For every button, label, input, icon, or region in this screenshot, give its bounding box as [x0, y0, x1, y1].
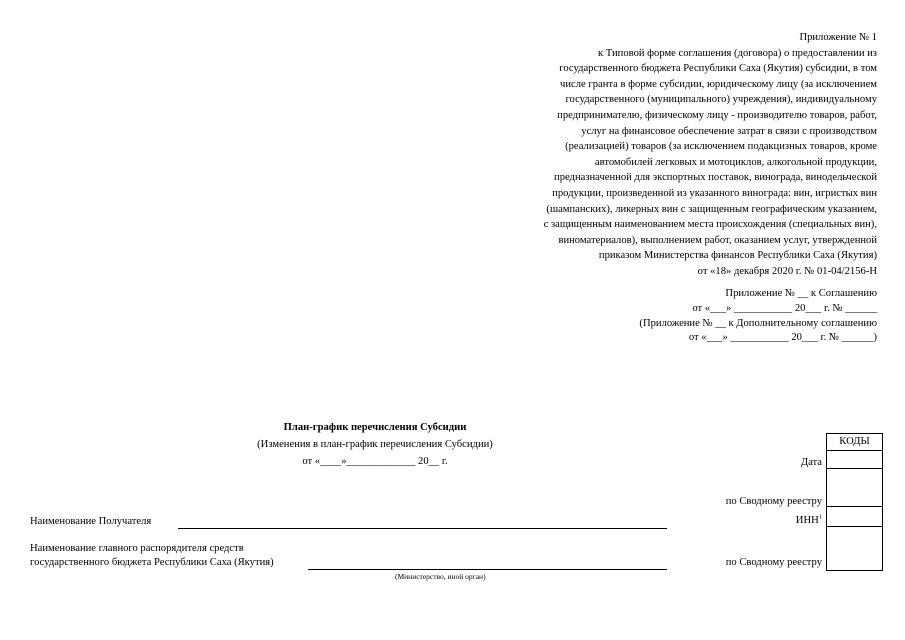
header-line: числе гранта в форме субсидии, юридическому лицу (за исключением — [560, 78, 877, 90]
code-cell-registry-distributor[interactable] — [827, 527, 882, 572]
distributor-label-line1: Наименование главного распорядителя средств — [30, 543, 244, 554]
document-date-line: от «____»_____________ 20__ г. — [302, 456, 448, 467]
code-cell-inn[interactable] — [827, 507, 882, 527]
inn-label — [796, 515, 822, 526]
distributor-label-line2: государственного бюджета Республики Саха (Якутия) — [30, 557, 274, 568]
distributor-hint: (Министерство, иной орган) — [395, 572, 486, 581]
registry-label-distributor: по Сводному реестру — [725, 557, 822, 568]
appendix-header — [447, 30, 877, 280]
header-line: автомобилей легковых и мотоциклов, алкогольной продукции, — [594, 156, 877, 168]
header-line: (шампанских), ликерных вин с защищенным географическим указанием, — [546, 203, 877, 215]
header-line: предпринимателю, физическому лицу - производителю товаров, работ, — [557, 109, 877, 121]
document-subtitle: (Изменения в план-график перечисления Субсидии) — [257, 439, 493, 450]
header-line: предназначенной для экспортных поставок, винограда, винодельческой — [554, 172, 877, 184]
code-cell-registry-recipient[interactable] — [827, 469, 882, 507]
document-title-block — [230, 419, 520, 470]
codes-table — [826, 433, 883, 571]
header-line: продукции, произведенной из указанного винограда: вин, игристых вин — [552, 187, 877, 199]
distributor-name-field[interactable] — [308, 569, 667, 570]
header-line: (реализацией) товаров (за исключением подакцизных товаров, кроме — [565, 141, 877, 153]
document-title: План-график перечисления Субсидии — [283, 422, 467, 433]
header-line: государственного (муниципального) учреждения), индивидуальному — [565, 94, 877, 106]
header-line: Приложение № 1 — [799, 32, 877, 43]
date-label: Дата — [800, 457, 822, 468]
appendix-line: Приложение № __ к Соглашению — [725, 288, 877, 299]
header-line: услуг на финансовое обеспечение затрат в связи с производством — [581, 125, 877, 137]
recipient-name-field[interactable] — [178, 528, 667, 529]
header-line: от «18» декабря 2020 г. № 01-04/2156-Н — [697, 265, 877, 277]
inn-footnote-mark: 1 — [818, 513, 822, 521]
appendix-line: (Приложение № __ к Дополнительному соглашению — [639, 317, 877, 329]
recipient-name-label: Наименование Получателя — [30, 516, 152, 527]
agreement-appendix-block — [447, 287, 877, 346]
header-line: к Типовой форме соглашения (договора) о предоставлении из — [598, 47, 877, 59]
registry-label-recipient: по Сводному реестру — [725, 496, 822, 507]
header-line: виноматериалов), выполнением работ, оказанием услуг, утвержденной — [558, 234, 877, 246]
inn-label-text: ИНН — [795, 515, 819, 526]
header-line: с защищенным наименованием места происхождения (специальных вин), — [543, 219, 877, 231]
codes-header: КОДЫ — [827, 434, 882, 451]
appendix-line: от «___» ___________ 20___ г. № ______) — [688, 332, 877, 344]
header-line: государственного бюджета Республики Саха (Якутия) субсидии, в том — [559, 63, 877, 75]
code-cell-date[interactable] — [827, 451, 882, 469]
appendix-line: от «___» ___________ 20___ г. № ______ — [692, 302, 877, 314]
header-line: приказом Министерства финансов Республики Саха (Якутия) — [598, 250, 877, 262]
